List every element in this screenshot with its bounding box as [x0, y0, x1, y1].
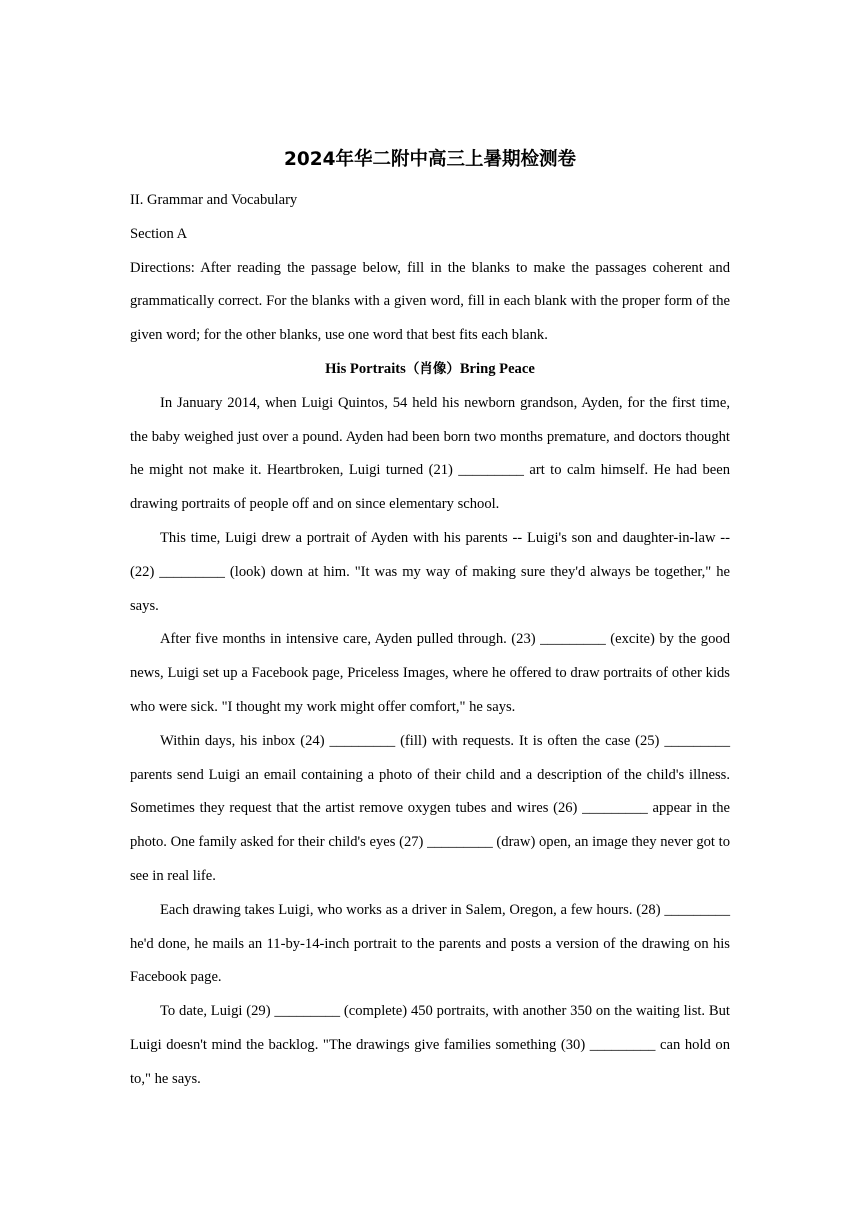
passage-title-end: Bring Peace — [459, 360, 535, 377]
passage-title-main: His Portraits — [325, 360, 406, 377]
passage-paragraph-5: Each drawing takes Luigi, who works as a driver in Salem, Oregon, a few hours. (28) _________ he'd done, he mails an 11-by-14-inch portrait to the parents and posts a version of the drawing on his Facebook page. — [130, 901, 730, 986]
section-heading: Section A — [130, 225, 188, 242]
directions-text: Directions: After reading the passage below, fill in the blanks to make the passages coherent and grammatically correct. For the blanks with a given word, fill in each blank with the proper form of the given word; for the other blanks, use one word that best fits each blank. — [130, 259, 730, 344]
passage-paragraph-3: After five months in intensive care, Ayden pulled through. (23) _________ (excite) by the good news, Luigi set up a Facebook page, Priceless Images, where he offered to draw portraits of other kids who were sick. "I thought my work might offer comfort," he says. — [130, 631, 730, 715]
passage-title — [130, 353, 730, 387]
part-heading: II. Grammar and Vocabulary — [130, 192, 298, 208]
passage-title-cjk: （肖像） — [405, 360, 460, 377]
passage-paragraph-6: To date, Luigi (29) _________ (complete) 450 portraits, with another 350 on the waiting list. But Luigi doesn't mind the backlog. "The drawings give families something (30) _________ can hold on to," he says. — [130, 1003, 730, 1087]
passage-paragraph-4: Within days, his inbox (24) _________ (fill) with requests. It is often the case (25) _________ parents send Luigi an email containing a photo of their child and a description of the child's illness. Sometimes they request that the artist remove oxygen tubes and wires (26) _________ appear in the photo. One family asked for their child's eyes (27) _________ (draw) open, an image they never got to see in real life. — [130, 732, 730, 884]
passage-paragraph-2: This time, Luigi drew a portrait of Ayden with his parents -- Luigi's son and daughter-in-law -- (22) _________ (look) down at him. "It was my way of making sure they'd always be together," he says. — [130, 529, 730, 614]
exam-title: 2024年华二附中高三上暑期检测卷 — [284, 149, 576, 170]
passage-paragraph-1: In January 2014, when Luigi Quintos, 54 held his newborn grandson, Ayden, for the first time, the baby weighed just over a pound. Ayden had been born two months premature, and doctors thought he might not make it. Heartbroken, Luigi turned (21) _________ art to calm himself. He had been drawing portraits of people off and on since elementary school. — [130, 394, 730, 513]
